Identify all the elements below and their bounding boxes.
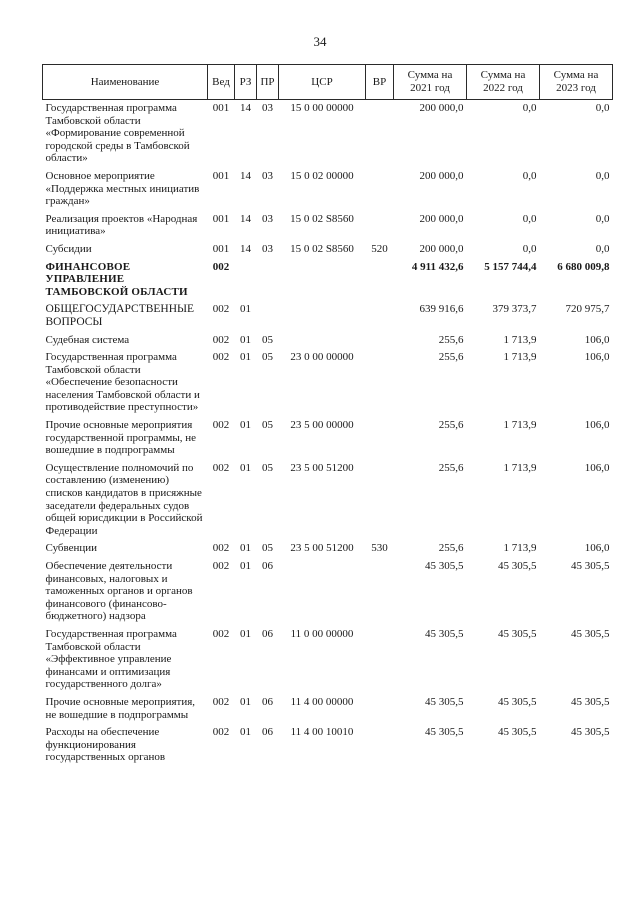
row-sum-2023: 45 305,5	[571, 695, 610, 708]
row-sum-2022: 45 305,5	[498, 726, 537, 739]
row-rz: 01	[240, 419, 251, 432]
table-row	[43, 417, 613, 460]
row-vr: 530	[371, 542, 388, 555]
row-pr	[257, 259, 279, 302]
row-pr: 03	[262, 212, 273, 225]
row-sum-2021: 200 000,0	[419, 212, 464, 225]
row-sum-2023: 0,0	[595, 242, 610, 255]
header-ved: Вед	[208, 65, 235, 100]
row-sum-2023: 106,0	[584, 419, 610, 432]
row-vr	[366, 694, 394, 724]
row-sum-2021: 200 000,0	[419, 169, 464, 182]
row-pr	[257, 301, 279, 331]
row-sum-2023: 0,0	[595, 169, 610, 182]
row-name: Реализация проектов «Народная инициатива»	[45, 212, 198, 238]
row-vr	[366, 417, 394, 460]
row-name: Государственная программа Тамбовской области «Эффективное управление финансами и оптимизация государственного долга»	[45, 627, 177, 691]
row-name: ФИНАНСОВОЕ УПРАВЛЕНИЕ ТАМБОВСКОЙ ОБЛАСТИ	[45, 260, 188, 298]
row-rz: 01	[240, 560, 251, 572]
row-sum-2023: 106,0	[584, 542, 610, 555]
row-csr: 15 0 02 00000	[290, 169, 354, 182]
table-row	[43, 301, 613, 331]
row-sum-2023: 45 305,5	[571, 726, 610, 739]
row-csr: 15 0 02 S8560	[290, 212, 354, 225]
table-row	[43, 626, 613, 694]
row-name: Обеспечение деятельности финансовых, налоговых и таможенных органов и органов финансового (финансово-бюджетного) надзора	[45, 560, 193, 623]
row-ved: 002	[212, 333, 230, 346]
row-csr	[279, 259, 366, 302]
row-ved: 002	[212, 560, 230, 572]
header-sum-2021: Сумма на 2021 год	[394, 65, 467, 100]
row-name: Расходы на обеспечение функционирования государственных органов	[45, 726, 166, 764]
row-rz: 01	[240, 627, 251, 640]
row-pr: 05	[262, 333, 273, 346]
table-row	[43, 332, 613, 350]
row-vr	[366, 301, 394, 331]
row-sum-2022: 0,0	[522, 102, 537, 114]
table-row	[43, 694, 613, 724]
row-rz: 14	[240, 102, 251, 114]
row-sum-2022: 0,0	[522, 212, 537, 225]
row-name: ОБЩЕГОСУДАРСТВЕННЫЕ ВОПРОСЫ	[45, 303, 195, 328]
row-ved: 002	[212, 260, 230, 273]
row-vr	[366, 332, 394, 350]
row-ved: 002	[212, 542, 230, 555]
row-rz: 14	[240, 242, 251, 255]
row-sum-2021: 45 305,5	[425, 560, 464, 572]
header-rz: РЗ	[235, 65, 257, 100]
row-csr: 15 0 02 S8560	[290, 242, 354, 255]
table-row	[43, 460, 613, 541]
row-rz: 01	[240, 695, 251, 708]
row-sum-2021: 255,6	[438, 542, 464, 555]
table-header-row	[43, 65, 613, 100]
row-ved: 002	[212, 303, 230, 316]
row-sum-2023: 0,0	[595, 102, 610, 114]
row-vr	[366, 724, 394, 767]
row-rz: 01	[240, 542, 251, 555]
table-row	[43, 558, 613, 626]
row-rz: 01	[240, 351, 251, 364]
table-row	[43, 241, 613, 259]
header-sum-2023: Сумма на 2023 год	[540, 65, 613, 100]
table-row	[43, 540, 613, 558]
row-ved: 002	[212, 726, 230, 739]
row-ved: 002	[212, 627, 230, 640]
row-ved: 001	[212, 242, 230, 255]
row-pr: 05	[262, 461, 273, 474]
row-rz: 14	[240, 212, 251, 225]
row-rz: 01	[240, 333, 251, 346]
row-ved: 002	[212, 461, 230, 474]
table-row	[43, 100, 613, 168]
row-sum-2022: 5 157 744,4	[484, 260, 537, 273]
row-sum-2021: 45 305,5	[425, 726, 464, 739]
header-csr: ЦСР	[279, 65, 366, 100]
row-csr: 15 0 00 00000	[290, 102, 354, 114]
table-row	[43, 168, 613, 211]
row-sum-2021: 255,6	[438, 419, 464, 432]
row-csr	[279, 558, 366, 626]
row-name: Субвенции	[45, 542, 98, 555]
row-sum-2023: 45 305,5	[571, 560, 610, 572]
row-csr	[279, 332, 366, 350]
row-csr: 11 4 00 10010	[290, 726, 354, 739]
row-sum-2021: 639 916,6	[419, 303, 464, 316]
row-sum-2023: 106,0	[584, 461, 610, 474]
row-rz: 01	[240, 726, 251, 739]
row-vr: 520	[371, 242, 388, 255]
row-sum-2022: 45 305,5	[498, 695, 537, 708]
row-sum-2021: 255,6	[438, 333, 464, 346]
row-pr: 05	[262, 419, 273, 432]
row-vr	[366, 460, 394, 541]
row-vr	[366, 168, 394, 211]
row-csr: 23 0 00 00000	[290, 351, 354, 364]
row-sum-2021: 200 000,0	[419, 242, 464, 255]
row-vr	[366, 259, 394, 302]
header-name: Наименование	[43, 65, 208, 100]
row-sum-2023: 45 305,5	[571, 627, 610, 640]
row-sum-2023: 0,0	[595, 212, 610, 225]
row-sum-2023: 6 680 009,8	[557, 260, 610, 273]
header-pr: ПР	[257, 65, 279, 100]
row-vr	[366, 558, 394, 626]
row-sum-2021: 4 911 432,6	[411, 260, 464, 273]
row-sum-2022: 1 713,9	[503, 419, 537, 432]
row-ved: 001	[212, 212, 230, 225]
row-csr: 23 5 00 51200	[290, 542, 354, 555]
header-sum-2022: Сумма на 2022 год	[467, 65, 540, 100]
row-sum-2023: 720 975,7	[565, 303, 610, 316]
row-sum-2023: 106,0	[584, 333, 610, 346]
row-sum-2021: 255,6	[438, 351, 464, 364]
row-pr: 03	[262, 242, 273, 255]
row-vr	[366, 211, 394, 241]
row-pr: 03	[262, 102, 273, 114]
row-name: Прочие основные мероприятия, не вошедшие в подпрограммы	[45, 695, 196, 721]
row-sum-2022: 45 305,5	[498, 627, 537, 640]
row-ved: 002	[212, 695, 230, 708]
row-sum-2021: 45 305,5	[425, 627, 464, 640]
row-name: Осуществление полномочий по составлению (изменению) списков кандидатов в присяжные заседатели федеральных судов общей юрисдикции в Российской Федерации	[45, 461, 203, 537]
budget-table	[42, 64, 613, 767]
row-sum-2022: 1 713,9	[503, 333, 537, 346]
row-vr	[366, 626, 394, 694]
row-sum-2021: 255,6	[438, 461, 464, 474]
row-pr: 06	[262, 627, 273, 640]
row-name: Государственная программа Тамбовской области «Формирование современной городской среды в Тамбовской области»	[45, 102, 190, 165]
row-sum-2022: 0,0	[522, 169, 537, 182]
row-csr: 11 0 00 00000	[290, 627, 354, 640]
row-pr: 06	[262, 560, 273, 572]
row-vr	[366, 100, 394, 168]
row-rz: 01	[240, 461, 251, 474]
row-sum-2022: 379 373,7	[492, 303, 537, 316]
row-name: Субсидии	[45, 242, 92, 255]
row-name: Судебная система	[45, 333, 130, 346]
table-row	[43, 211, 613, 241]
row-name: Прочие основные мероприятия государственной программы, не вошедшие в подпрограммы	[45, 419, 197, 457]
row-pr: 05	[262, 542, 273, 555]
row-sum-2022: 45 305,5	[498, 560, 537, 572]
row-csr	[279, 301, 366, 331]
row-csr: 11 4 00 00000	[290, 695, 354, 708]
row-csr: 23 5 00 00000	[290, 419, 354, 432]
row-ved: 001	[212, 169, 230, 182]
row-sum-2021: 200 000,0	[419, 102, 464, 114]
row-csr: 23 5 00 51200	[290, 461, 354, 474]
row-pr: 03	[262, 169, 273, 182]
table-row	[43, 349, 613, 417]
row-ved: 002	[212, 351, 230, 364]
row-ved: 001	[212, 102, 230, 114]
row-sum-2021: 45 305,5	[425, 695, 464, 708]
row-name: Основное мероприятие «Поддержка местных инициатив граждан»	[45, 169, 200, 208]
page-number: 34	[313, 34, 327, 49]
table-body	[43, 100, 613, 767]
row-rz	[235, 259, 257, 302]
row-pr: 06	[262, 726, 273, 739]
header-vr: ВР	[366, 65, 394, 100]
row-sum-2022: 1 713,9	[503, 461, 537, 474]
row-pr: 05	[262, 351, 273, 364]
row-sum-2022: 0,0	[522, 242, 537, 255]
table-row	[43, 724, 613, 767]
row-sum-2022: 1 713,9	[503, 351, 537, 364]
row-sum-2022: 1 713,9	[503, 542, 537, 555]
row-name: Государственная программа Тамбовской области «Обеспечение безопасности населения Тамбовской области и противодействие преступности»	[45, 351, 200, 414]
table-row	[43, 259, 613, 302]
row-vr	[366, 349, 394, 417]
row-ved: 002	[212, 419, 230, 432]
row-sum-2023: 106,0	[584, 351, 610, 364]
row-rz: 01	[240, 303, 251, 316]
row-pr: 06	[262, 695, 273, 708]
row-rz: 14	[240, 169, 251, 182]
